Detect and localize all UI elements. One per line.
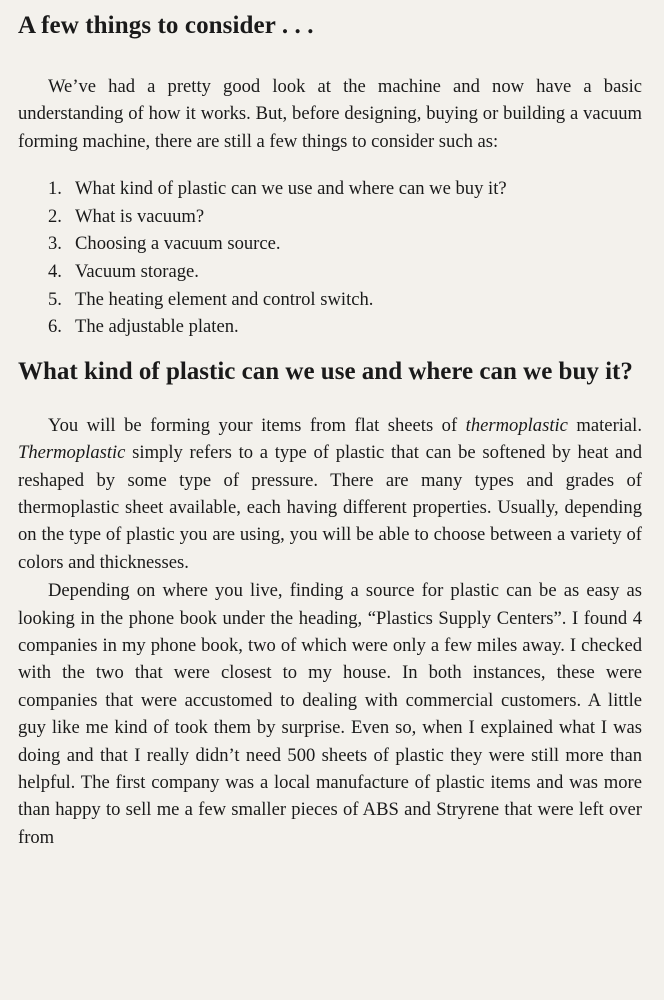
section-heading-plastic: What kind of plastic can we use and where can we buy it? <box>18 357 633 385</box>
list-item: 5. The heating element and control switch. <box>48 288 374 310</box>
list-item: 1. What kind of plastic can we use and where can we buy it? <box>48 178 507 200</box>
section-heading-considerations: A few things to consider . . . <box>18 12 314 39</box>
list-item: 3. Choosing a vacuum source. <box>48 233 281 255</box>
emphasis-thermoplastic: Thermoplastic <box>18 442 126 464</box>
list-item: 4. Vacuum storage. <box>48 261 199 282</box>
list-item: 2. What is vacuum? <box>48 205 205 227</box>
emphasis-thermoplastic: thermoplastic <box>465 414 568 436</box>
list-item: 6. The adjustable platen. <box>48 316 239 338</box>
intro-paragraph: We’ve had a pretty good look at the machine and now have a basic understanding of how it works. But, before designing, buying or building a vacuum forming machine, there are still a few things to consider such as: <box>18 76 642 152</box>
considerations-list <box>18 175 642 341</box>
section-heading-wrap <box>18 354 642 389</box>
plastic-source-paragraph: Depending on where you live, finding a source for plastic can be as easy as looking in the phone book under the heading, “Plastics Supply Centers”. I found 4 companies in my phone book, two of which were only a few miles away. I checked with the two that were closest to my house. In both instances, these were companies that were accustomed to dealing with commercial customers. A little guy like me kind of took them by surprise. Even so, when I explained what I was doing and that I really didn’t need 500 sheets of plastic they were still more than helpful. The first company was a local manufacture of plastic items and was more than happy to sell me a few smaller pieces of ABS and Stryrene that were left over from <box>18 580 642 848</box>
thermoplastic-paragraph: You will be forming your items from flat sheets of thermoplastic material. Thermoplastic simply refers to a type of plastic that can be softened by heat and reshaped by some type of pressure. There are many types and grades of thermoplastic sheet available, each having different properties. Usually, depending on the type of plastic you are using, you will be able to choose between a variety of colors and thicknesses. <box>18 414 642 573</box>
